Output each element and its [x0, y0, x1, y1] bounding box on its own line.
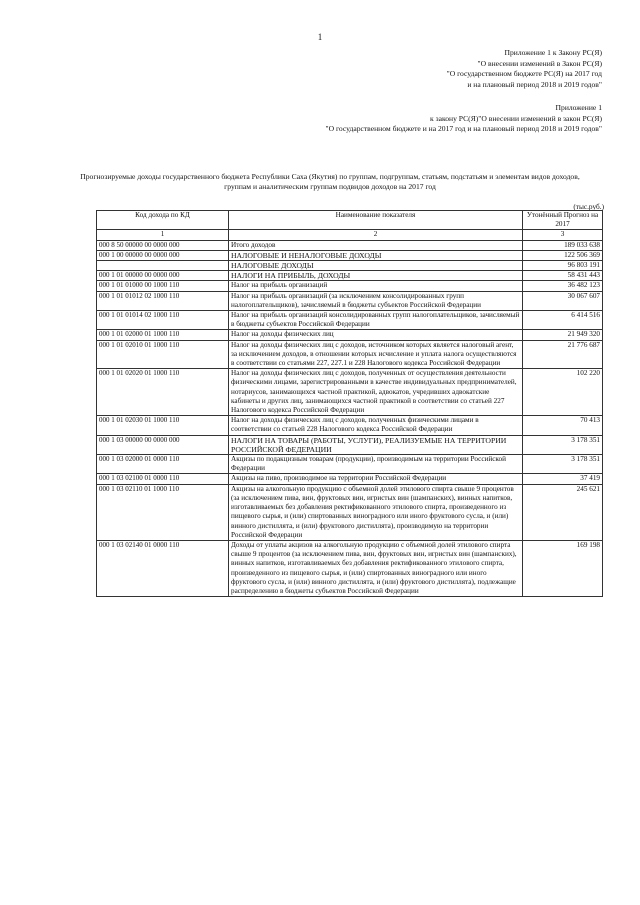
- row-value: 3 178 351: [523, 435, 603, 454]
- row-code: [97, 261, 229, 271]
- table-row: [97, 281, 603, 291]
- row-value: 70 413: [523, 416, 603, 435]
- row-code: 000 1 01 02020 01 1000 110: [97, 369, 229, 416]
- row-name: Доходы от уплаты акцизов на алкогольную продукцию с объемной долей этилового спирта свыше 9 процентов (за исключением пива, вин, фруктовых вин, игристых вин (шампанских), винных напитков, изготавливаемых без добавления ректификованного этилового спирта, произведенного из пищевого сырья, и (или) спиртованных виноградного или иного фруктового сусла, и (или) винного дистиллята, и (или) фруктового дистиллята), подлежащие распределению в бюджеты субъектов Российской Федерации: [229, 540, 523, 596]
- appendix-1-line: "О внесении изменений в Закон РС(Я): [477, 58, 602, 68]
- row-code: 000 8 50 00000 00 0000 000: [97, 240, 229, 250]
- table-row: [97, 474, 603, 484]
- header-name: Наименование показателя: [229, 211, 523, 230]
- row-name: Налог на прибыль организаций: [229, 281, 523, 291]
- table-row: [97, 261, 603, 271]
- row-value: 36 482 123: [523, 281, 603, 291]
- row-code: 000 1 03 02100 01 0000 110: [97, 474, 229, 484]
- row-name: НАЛОГОВЫЕ ДОХОДЫ: [229, 261, 523, 271]
- row-code: 000 1 03 00000 00 0000 000: [97, 435, 229, 454]
- table-row: [97, 416, 603, 435]
- row-name: Налог на доходы физических лиц с доходов, источником которых является налоговый агент, за исключением доходов, в отношении которых исчисление и уплата налога осуществляются в соответствии со статьями 227, 227.1 и 228 Налогового кодекса Российской Федерации: [229, 340, 523, 369]
- table-row: [97, 435, 603, 454]
- row-value: 6 414 516: [523, 311, 603, 330]
- row-code: 000 1 03 02110 01 1000 110: [97, 484, 229, 540]
- appendix-2-line: к закону РС(Я)"О внесении изменений в закон РС(Я): [429, 113, 602, 123]
- row-value: 189 033 638: [523, 240, 603, 250]
- row-code: 000 1 03 02140 01 0000 110: [97, 540, 229, 596]
- row-value: 37 419: [523, 474, 603, 484]
- column-number-3: 3: [523, 230, 603, 240]
- row-code: 000 1 00 00000 00 0000 000: [97, 250, 229, 260]
- row-name: НАЛОГИ НА ПРИБЫЛЬ, ДОХОДЫ: [229, 271, 523, 281]
- row-name: Налог на доходы физических лиц с доходов, полученных физическими лицами в соответствии со статьей 228 Налогового кодекса Российской Федерации: [229, 416, 523, 435]
- page-number: 1: [317, 32, 323, 42]
- row-value: 102 220: [523, 369, 603, 416]
- row-name: НАЛОГИ НА ТОВАРЫ (РАБОТЫ, УСЛУГИ), РЕАЛИЗУЕМЫЕ НА ТЕРРИТОРИИ РОССИЙСКОЙ ФЕДЕРАЦИИ: [229, 435, 523, 454]
- table-row: [97, 240, 603, 250]
- row-code: 000 1 01 01014 02 1000 110: [97, 311, 229, 330]
- row-name: Налог на доходы физических лиц с доходов, полученных от осуществления деятельности физическими лицами, зарегистрированными в качестве индивидуальных предпринимателей, нотариусов, занимающихся частной практикой, адвокатов, учредивших адвокатские кабинеты и других лиц, занимающихся частной практикой в соответствии со статьей 227 Налогового кодекса Российской Федерации: [229, 369, 523, 416]
- row-code: 000 1 01 00000 00 0000 000: [97, 271, 229, 281]
- row-name: Налог на прибыль организаций консолидированных групп налогоплательщиков, зачисляемый в бюджеты субъектов Российской Федерации: [229, 311, 523, 330]
- table-row: [97, 540, 603, 596]
- row-code: 000 1 01 02000 01 1000 110: [97, 330, 229, 340]
- row-value: 96 803 191: [523, 261, 603, 271]
- appendix-1-header: [447, 48, 602, 90]
- table-row: [97, 369, 603, 416]
- row-code: 000 1 03 02000 01 0000 110: [97, 455, 229, 474]
- row-code: 000 1 01 01000 00 1000 110: [97, 281, 229, 291]
- appendix-2-line: "О государственном бюджете и на 2017 год и на плановый период 2018 и 2019 годов": [325, 124, 602, 134]
- table-header-row: [97, 211, 603, 230]
- appendix-1-line: и на плановый период 2018 и 2019 годов": [467, 79, 602, 89]
- table-row: [97, 250, 603, 260]
- table-numbering-row: [97, 230, 603, 240]
- row-name: Акцизы по подакцизным товарам (продукции), производимым на территории Российской Федерации: [229, 455, 523, 474]
- row-name: Акцизы на алкогольную продукцию с объемной долей этилового спирта свыше 9 процентов (за исключением пива, вин, фруктовых вин, игристых вин (шампанских), винных напитков, изготавливаемых без добавления ректификованного этилового спирта, произведенного из пищевого сырья, и (или) спиртованных виноградного или иного фруктового сусла, и (или) винного дистиллята, и (или) фруктового дистиллята), производимую на территории Российской Федерации: [229, 484, 523, 540]
- row-code: 000 1 01 02030 01 1000 110: [97, 416, 229, 435]
- table-row: [97, 340, 603, 369]
- row-value: 21 949 320: [523, 330, 603, 340]
- table-row: [97, 291, 603, 310]
- appendix-2-header: [325, 103, 602, 135]
- row-name: НАЛОГОВЫЕ И НЕНАЛОГОВЫЕ ДОХОДЫ: [229, 250, 523, 260]
- row-value: 122 506 369: [523, 250, 603, 260]
- row-value: 3 178 351: [523, 455, 603, 474]
- row-name: Налог на доходы физических лиц: [229, 330, 523, 340]
- table-row: [97, 311, 603, 330]
- row-value: 169 198: [523, 540, 603, 596]
- table-row: [97, 330, 603, 340]
- appendix-1-line: "О государственном бюджете РС(Я) на 2017 год: [446, 69, 602, 79]
- table-row: [97, 271, 603, 281]
- column-number-2: 2: [229, 230, 523, 240]
- row-code: 000 1 01 02010 01 1000 110: [97, 340, 229, 369]
- row-value: 21 776 687: [523, 340, 603, 369]
- header-code: Код дохода по КД: [97, 211, 229, 230]
- row-name: Итого доходов: [229, 240, 523, 250]
- income-table: [96, 210, 603, 597]
- row-name: Налог на прибыль организаций (за исключением консолидированных групп налогоплательщиков), зачисляемый в бюджеты субъектов Российской Федерации: [229, 291, 523, 310]
- row-code: 000 1 01 01012 02 1000 110: [97, 291, 229, 310]
- row-value: 30 067 607: [523, 291, 603, 310]
- appendix-1-line: Приложение 1 к Закону РС(Я): [504, 48, 602, 57]
- table-row: [97, 484, 603, 540]
- header-forecast: Утонённый Прогноз на 2017: [523, 211, 603, 230]
- row-value: 58 431 443: [523, 271, 603, 281]
- column-number-1: 1: [97, 230, 229, 240]
- document-title: Прогнозируемые доходы государственного бюджета Республики Саха (Якутия) по группам, подгруппам, статьям, подстатьям и элементам видов доходов, группам и аналитическим группам подвидов доходов на 2017 год: [80, 172, 580, 192]
- units-label: (тыс.руб.): [573, 202, 604, 211]
- row-name: Акцизы на пиво, производимое на территории Российской Федерации: [229, 474, 523, 484]
- appendix-2-line: Приложение 1: [555, 103, 602, 112]
- table-row: [97, 455, 603, 474]
- row-value: 245 621: [523, 484, 603, 540]
